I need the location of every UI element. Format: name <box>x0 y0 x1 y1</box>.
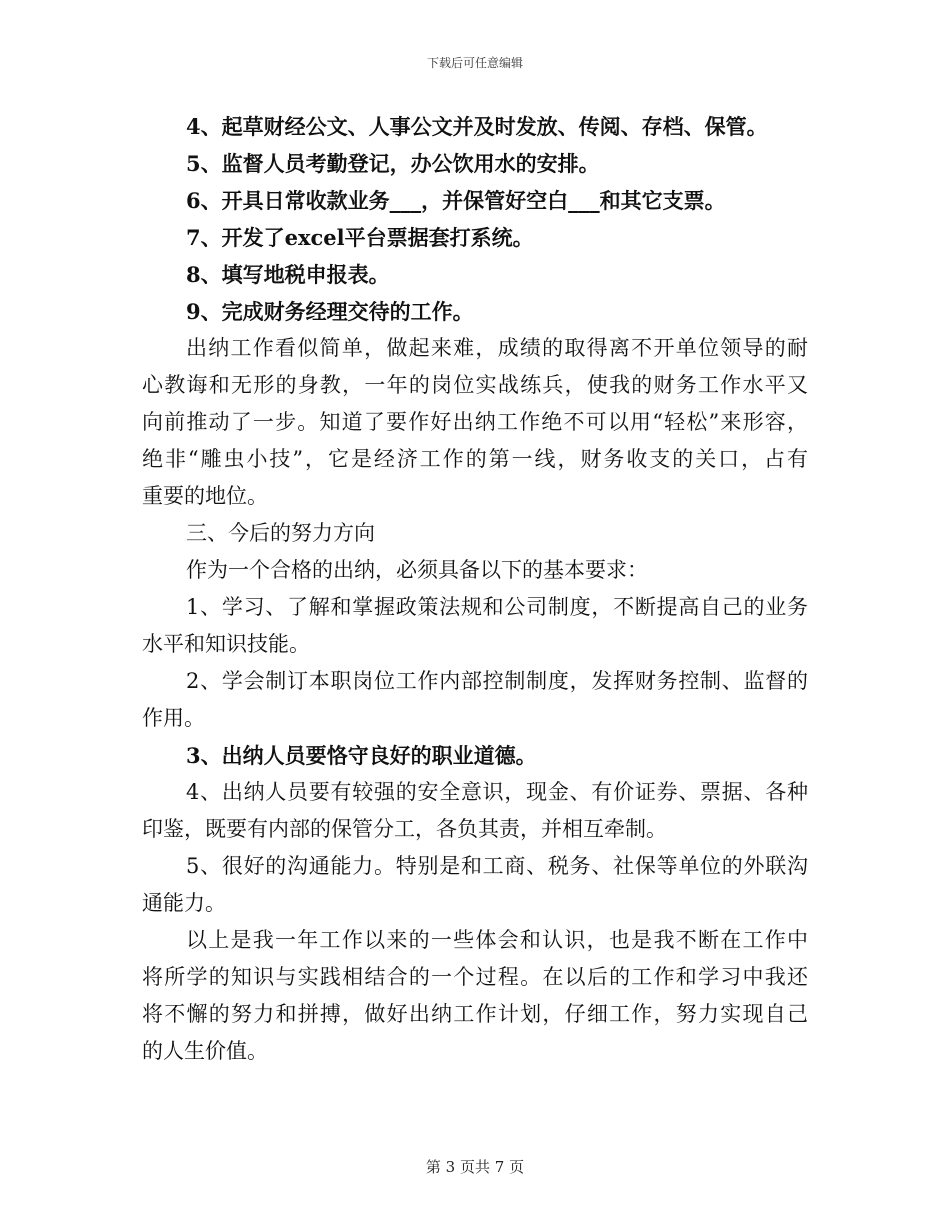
paragraph-line: 出纳工作看似简单，做起来难，成绩的取得离不开单位领导的耐 <box>186 336 808 360</box>
requirement-line: 2、学会制订本职岗位工作内部控制制度，发挥财务控制、监督的 <box>186 669 808 693</box>
requirement-line: 5、很好的沟通能力。特别是和工商、税务、社保等单位的外联沟 <box>186 854 808 878</box>
requirement-line: 作用。 <box>142 706 205 730</box>
paragraph-line: 心教诲和无形的身教，一年的岗位实战练兵，使我的财务工作水平又 <box>142 373 808 397</box>
list-item: 5、监督人员考勤登记，办公饮用水的安排。 <box>186 151 600 176</box>
list-item: 6、开具日常收款业务___，并保管好空白___和其它支票。 <box>186 188 726 213</box>
list-item: 7、开发了excel平台票据套打系统。 <box>186 225 534 250</box>
list-item: 8、填写地税申报表。 <box>186 262 390 287</box>
requirement-line: 1、学习、了解和掌握政策法规和公司制度，不断提高自己的业务 <box>186 595 808 619</box>
document-body <box>142 108 808 1070</box>
page-footer: 第 3 页共 7 页 <box>425 1158 525 1176</box>
requirement-line: 水平和知识技能。 <box>142 632 310 656</box>
paragraph-line: 向前推动了一步。知道了要作好出纳工作绝不可以用“轻松”来形容， <box>142 410 808 434</box>
conclusion-line: 以上是我一年工作以来的一些体会和认识，也是我不断在工作中 <box>186 928 808 952</box>
page-header: 下载后可任意编辑 <box>426 56 523 70</box>
intro-line: 作为一个合格的出纳，必须具备以下的基本要求： <box>186 558 648 582</box>
section-heading: 三、今后的努力方向 <box>186 521 375 545</box>
paragraph-line: 重要的地位。 <box>142 484 268 508</box>
paragraph-line: 绝非“雕虫小技”，它是经济工作的第一线，财务收支的关口，占有 <box>142 447 808 471</box>
conclusion-line: 将所学的知识与实践相结合的一个过程。在以后的工作和学习中我还 <box>142 965 808 989</box>
list-item: 4、起草财经公文、人事公文并及时发放、传阅、存档、保管。 <box>186 114 768 139</box>
requirement-line: 3、出纳人员要恪守良好的职业道德。 <box>186 743 537 768</box>
requirement-line: 印鉴，既要有内部的保管分工，各负其责，并相互牵制。 <box>142 817 667 841</box>
conclusion-line: 将不懈的努力和拼搏，做好出纳工作计划，仔细工作，努力实现自己 <box>142 1002 808 1026</box>
list-item: 9、完成财务经理交待的工作。 <box>186 299 474 324</box>
requirement-line: 4、出纳人员要有较强的安全意识，现金、有价证券、票据、各种 <box>186 780 808 804</box>
requirement-line: 通能力。 <box>142 891 226 915</box>
conclusion-line: 的人生价值。 <box>142 1039 268 1063</box>
